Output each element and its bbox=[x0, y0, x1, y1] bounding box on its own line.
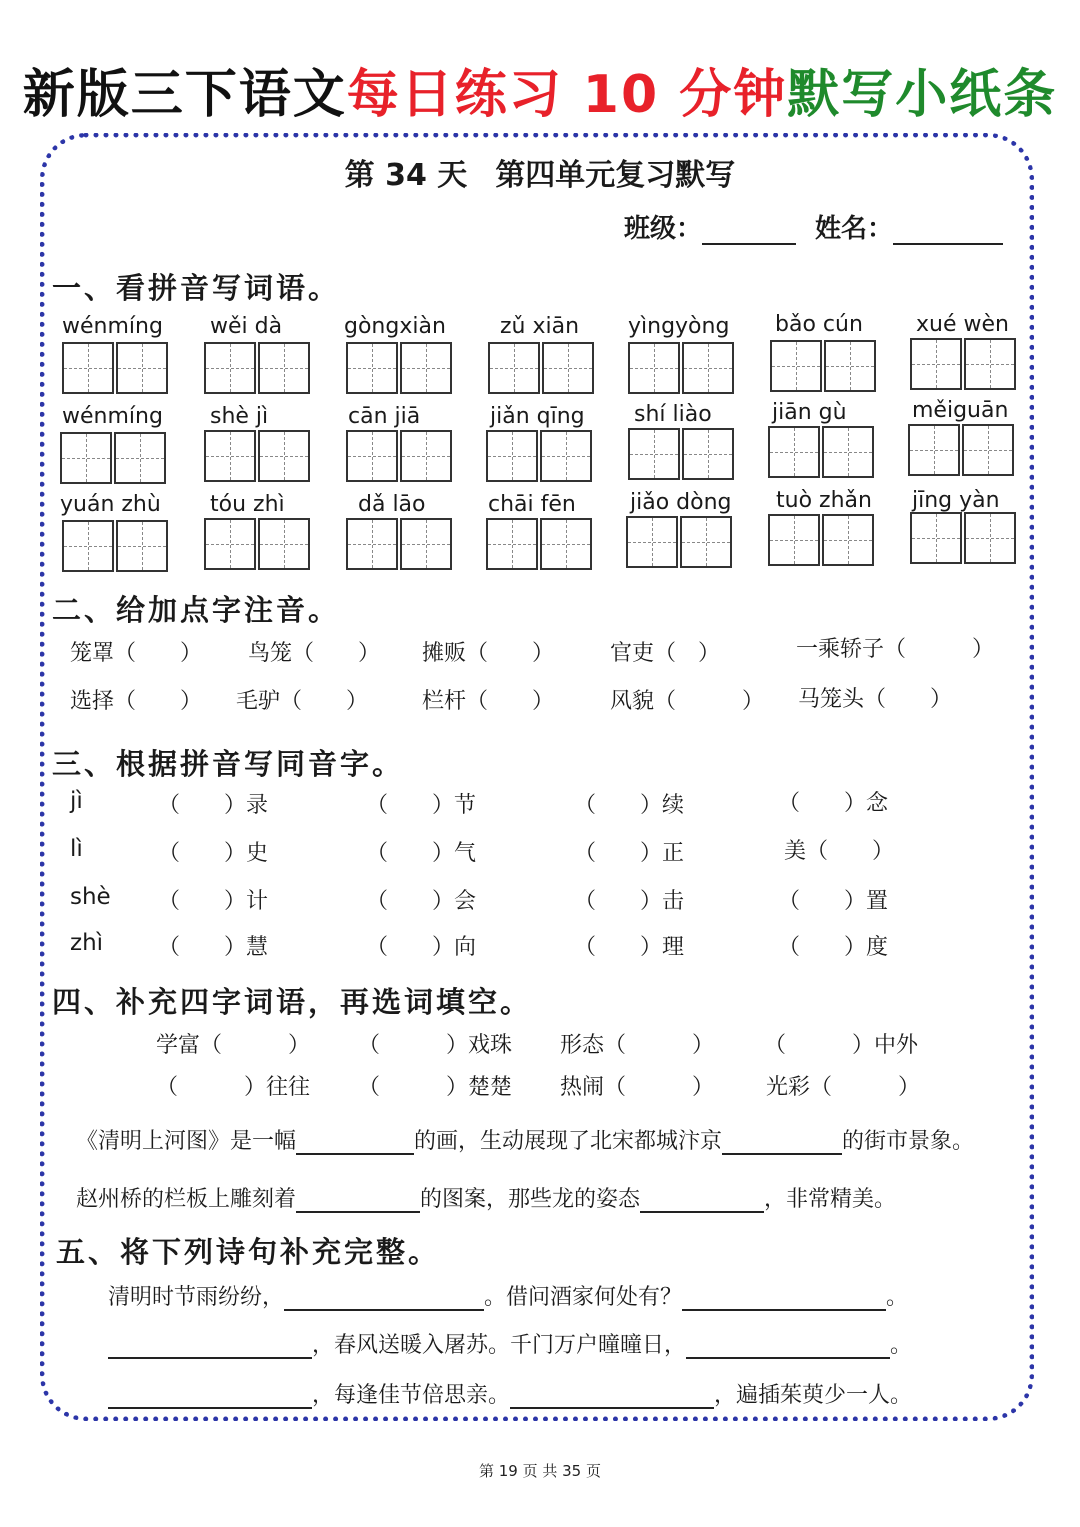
sentence1-part-c: 的街市景象。 bbox=[842, 1129, 975, 1154]
writing-box[interactable] bbox=[346, 342, 398, 394]
idiom-item[interactable]: （ ）往往 bbox=[156, 1075, 311, 1100]
name-label: 姓名： bbox=[815, 214, 894, 244]
day-label: 第 34 天 bbox=[344, 158, 468, 193]
homophone-item[interactable]: （ ）击 bbox=[574, 889, 685, 914]
writing-box[interactable] bbox=[822, 514, 874, 566]
poem1-blank-1[interactable] bbox=[284, 1285, 484, 1311]
homophone-item[interactable]: （ ）会 bbox=[366, 889, 477, 914]
homophone-pinyin: lì bbox=[70, 836, 83, 862]
pinyin-label: chāi fēn bbox=[488, 492, 576, 517]
sentence1-part-a: 《清明上河图》是一幅 bbox=[76, 1129, 297, 1154]
pinyin-label: shí liào bbox=[634, 402, 712, 427]
name-blank[interactable] bbox=[893, 219, 1003, 245]
homophone-pinyin: zhì bbox=[70, 930, 104, 956]
writing-box[interactable] bbox=[204, 518, 256, 570]
phonetic-item[interactable]: 摊贩（ ） bbox=[422, 641, 555, 666]
name-field[interactable] bbox=[815, 208, 1003, 245]
poem-line-2 bbox=[108, 1328, 912, 1359]
homophone-item[interactable]: （ ）气 bbox=[366, 841, 477, 866]
writing-box[interactable] bbox=[258, 518, 310, 570]
phonetic-item[interactable]: 栏杆（ ） bbox=[422, 689, 555, 714]
idiom-item[interactable]: 热闹（ ） bbox=[560, 1075, 715, 1100]
pinyin-label: měiguān bbox=[912, 398, 1009, 423]
class-field[interactable] bbox=[624, 208, 796, 245]
writing-box[interactable] bbox=[60, 432, 112, 484]
writing-box[interactable] bbox=[542, 342, 594, 394]
writing-box[interactable] bbox=[346, 518, 398, 570]
homophone-item[interactable]: （ ）向 bbox=[366, 935, 477, 960]
writing-box[interactable] bbox=[770, 340, 822, 392]
poem2-blank-1[interactable] bbox=[108, 1333, 312, 1359]
writing-box[interactable] bbox=[628, 342, 680, 394]
idiom-item[interactable]: （ ）中外 bbox=[764, 1033, 919, 1058]
writing-box[interactable] bbox=[540, 518, 592, 570]
poem2-blank-2[interactable] bbox=[686, 1333, 890, 1359]
idiom-item[interactable]: 光彩（ ） bbox=[766, 1075, 921, 1100]
pinyin-label: gòngxiàn bbox=[344, 314, 446, 339]
homophone-item[interactable]: （ ）续 bbox=[574, 793, 685, 818]
poem2-part-a: ，春风送暖入屠苏。千门万户曈曈日， bbox=[312, 1333, 687, 1358]
phonetic-item[interactable]: 笼罩（ ） bbox=[70, 641, 203, 666]
poem1-part-c: 。 bbox=[886, 1285, 909, 1310]
section2-title: 二、给加点字注音。 bbox=[52, 593, 341, 627]
pinyin-label: cān jiā bbox=[348, 404, 421, 429]
sentence2-part-a: 赵州桥的栏板上雕刻着 bbox=[76, 1187, 297, 1212]
unit-label: 第四单元复习默写 bbox=[495, 158, 736, 193]
writing-box[interactable] bbox=[680, 516, 732, 568]
homophone-item[interactable]: （ ）节 bbox=[366, 793, 477, 818]
section4-title: 四、补充四字词语，再选词填空。 bbox=[52, 985, 533, 1019]
writing-box[interactable] bbox=[964, 338, 1016, 390]
writing-box[interactable] bbox=[486, 518, 538, 570]
poem-line-3 bbox=[108, 1378, 912, 1409]
writing-box[interactable] bbox=[62, 520, 114, 572]
main-title bbox=[0, 52, 1080, 127]
writing-box[interactable] bbox=[346, 430, 398, 482]
writing-box[interactable] bbox=[910, 512, 962, 564]
page-footer: 第 19 页 共 35 页 bbox=[478, 1462, 601, 1480]
homophone-item[interactable]: （ ）理 bbox=[574, 935, 685, 960]
writing-box[interactable] bbox=[910, 338, 962, 390]
class-blank[interactable] bbox=[702, 219, 796, 245]
pinyin-label: zǔ xiān bbox=[500, 314, 580, 339]
class-label: 班级： bbox=[624, 214, 703, 244]
phonetic-item[interactable]: 鸟笼（ ） bbox=[248, 641, 381, 666]
sheet-title bbox=[0, 150, 1080, 194]
writing-box[interactable] bbox=[258, 430, 310, 482]
writing-box[interactable] bbox=[486, 430, 538, 482]
poem3-blank-1[interactable] bbox=[108, 1383, 312, 1409]
pinyin-label: tóu zhì bbox=[210, 492, 285, 517]
sentence2-blank-2[interactable] bbox=[640, 1187, 764, 1213]
writing-box[interactable] bbox=[628, 428, 680, 480]
pinyin-label: jīng yàn bbox=[912, 488, 1000, 513]
homophone-pinyin: shè bbox=[70, 884, 111, 910]
section3-title: 三、根据拼音写同音字。 bbox=[52, 747, 405, 781]
pinyin-label: dǎ lāo bbox=[358, 492, 426, 517]
fill-sentence-1 bbox=[76, 1124, 974, 1155]
idiom-item[interactable]: 形态（ ） bbox=[560, 1033, 715, 1058]
sentence2-part-c: ，非常精美。 bbox=[764, 1187, 897, 1212]
writing-box[interactable] bbox=[540, 430, 592, 482]
homophone-item[interactable]: （ ）度 bbox=[778, 935, 889, 960]
writing-box[interactable] bbox=[258, 342, 310, 394]
pinyin-label: bǎo cún bbox=[775, 312, 863, 337]
writing-box[interactable] bbox=[400, 430, 452, 482]
writing-box[interactable] bbox=[400, 342, 452, 394]
homophone-item[interactable]: （ ）计 bbox=[158, 889, 269, 914]
idiom-item[interactable]: （ ）戏珠 bbox=[358, 1033, 513, 1058]
pinyin-label: wénmíng bbox=[62, 314, 163, 339]
pinyin-label: tuò zhǎn bbox=[776, 488, 872, 513]
writing-box[interactable] bbox=[768, 426, 820, 478]
homophone-item[interactable]: （ ）正 bbox=[574, 841, 685, 866]
poem1-blank-2[interactable] bbox=[682, 1285, 886, 1311]
pinyin-label: yìngyòng bbox=[628, 314, 730, 339]
poem1-part-a: 清明时节雨纷纷， bbox=[108, 1285, 285, 1310]
sentence2-blank-1[interactable] bbox=[296, 1187, 420, 1213]
fill-sentence-2 bbox=[76, 1182, 896, 1213]
poem1-part-b: 。借问酒家何处有？ bbox=[484, 1285, 683, 1310]
writing-box[interactable] bbox=[400, 518, 452, 570]
writing-box[interactable] bbox=[822, 426, 874, 478]
pinyin-label: jiǎo dòng bbox=[630, 490, 732, 515]
writing-box[interactable] bbox=[682, 342, 734, 394]
phonetic-item[interactable]: 毛驴（ ） bbox=[236, 689, 369, 714]
homophone-item[interactable]: （ ）史 bbox=[158, 841, 269, 866]
pinyin-label: jiān gù bbox=[772, 400, 847, 425]
sentence2-part-b: 的图案，那些龙的姿态 bbox=[420, 1187, 641, 1212]
writing-box[interactable] bbox=[964, 512, 1016, 564]
pinyin-label: jiǎn qīng bbox=[490, 404, 585, 429]
writing-box[interactable] bbox=[204, 430, 256, 482]
writing-box[interactable] bbox=[116, 342, 168, 394]
poem3-part-a: ，每逢佳节倍思亲。 bbox=[312, 1383, 511, 1408]
poem-line-1 bbox=[108, 1280, 908, 1311]
pinyin-label: shè jì bbox=[210, 404, 269, 429]
section5-title: 五、将下列诗句补充完整。 bbox=[56, 1235, 441, 1269]
writing-box[interactable] bbox=[682, 428, 734, 480]
homophone-item[interactable]: （ ）置 bbox=[778, 889, 889, 914]
phonetic-item[interactable]: 选择（ ） bbox=[70, 689, 203, 714]
pinyin-label: yuán zhù bbox=[60, 492, 161, 517]
pinyin-label: wěi dà bbox=[210, 314, 283, 339]
phonetic-item[interactable]: 官吏（ ） bbox=[610, 641, 721, 666]
poem3-part-b: ，遍插茱萸少一人。 bbox=[714, 1383, 913, 1408]
title-part3: 默写小纸条 bbox=[787, 65, 1058, 125]
homophone-pinyin: jì bbox=[70, 788, 83, 814]
homophone-item[interactable]: （ ）念 bbox=[778, 791, 889, 816]
idiom-item[interactable]: 学富（ ） bbox=[156, 1033, 311, 1058]
phonetic-item[interactable]: 马笼头（ ） bbox=[798, 687, 953, 712]
sentence1-part-b: 的画，生动展现了北宋都城汴京 bbox=[414, 1129, 723, 1154]
title-part2: 每日练习 10 分钟 bbox=[346, 65, 788, 125]
phonetic-item[interactable]: 一乘轿子（ ） bbox=[796, 637, 995, 662]
homophone-item[interactable]: （ ）录 bbox=[158, 793, 269, 818]
pinyin-label: xué wèn bbox=[916, 312, 1009, 337]
section1-title: 一、看拼音写词语。 bbox=[52, 271, 341, 305]
writing-box[interactable] bbox=[488, 342, 540, 394]
writing-box[interactable] bbox=[908, 424, 960, 476]
writing-box[interactable] bbox=[768, 514, 820, 566]
writing-box[interactable] bbox=[204, 342, 256, 394]
idiom-item[interactable]: （ ）楚楚 bbox=[358, 1075, 513, 1100]
writing-box[interactable] bbox=[824, 340, 876, 392]
sentence1-blank-2[interactable] bbox=[722, 1129, 842, 1155]
writing-box[interactable] bbox=[962, 424, 1014, 476]
poem2-part-b: 。 bbox=[890, 1333, 913, 1358]
writing-box[interactable] bbox=[62, 342, 114, 394]
homophone-item[interactable]: （ ）慧 bbox=[158, 935, 269, 960]
pinyin-label: wénmíng bbox=[62, 404, 163, 429]
homophone-item[interactable]: 美（ ） bbox=[784, 839, 895, 864]
title-part1: 新版三下语文 bbox=[22, 65, 347, 125]
sentence1-blank-1[interactable] bbox=[296, 1129, 414, 1155]
poem3-blank-2[interactable] bbox=[510, 1383, 714, 1409]
phonetic-item[interactable]: 风貌（ ） bbox=[610, 689, 765, 714]
writing-box[interactable] bbox=[626, 516, 678, 568]
writing-box[interactable] bbox=[114, 432, 166, 484]
writing-box[interactable] bbox=[116, 520, 168, 572]
